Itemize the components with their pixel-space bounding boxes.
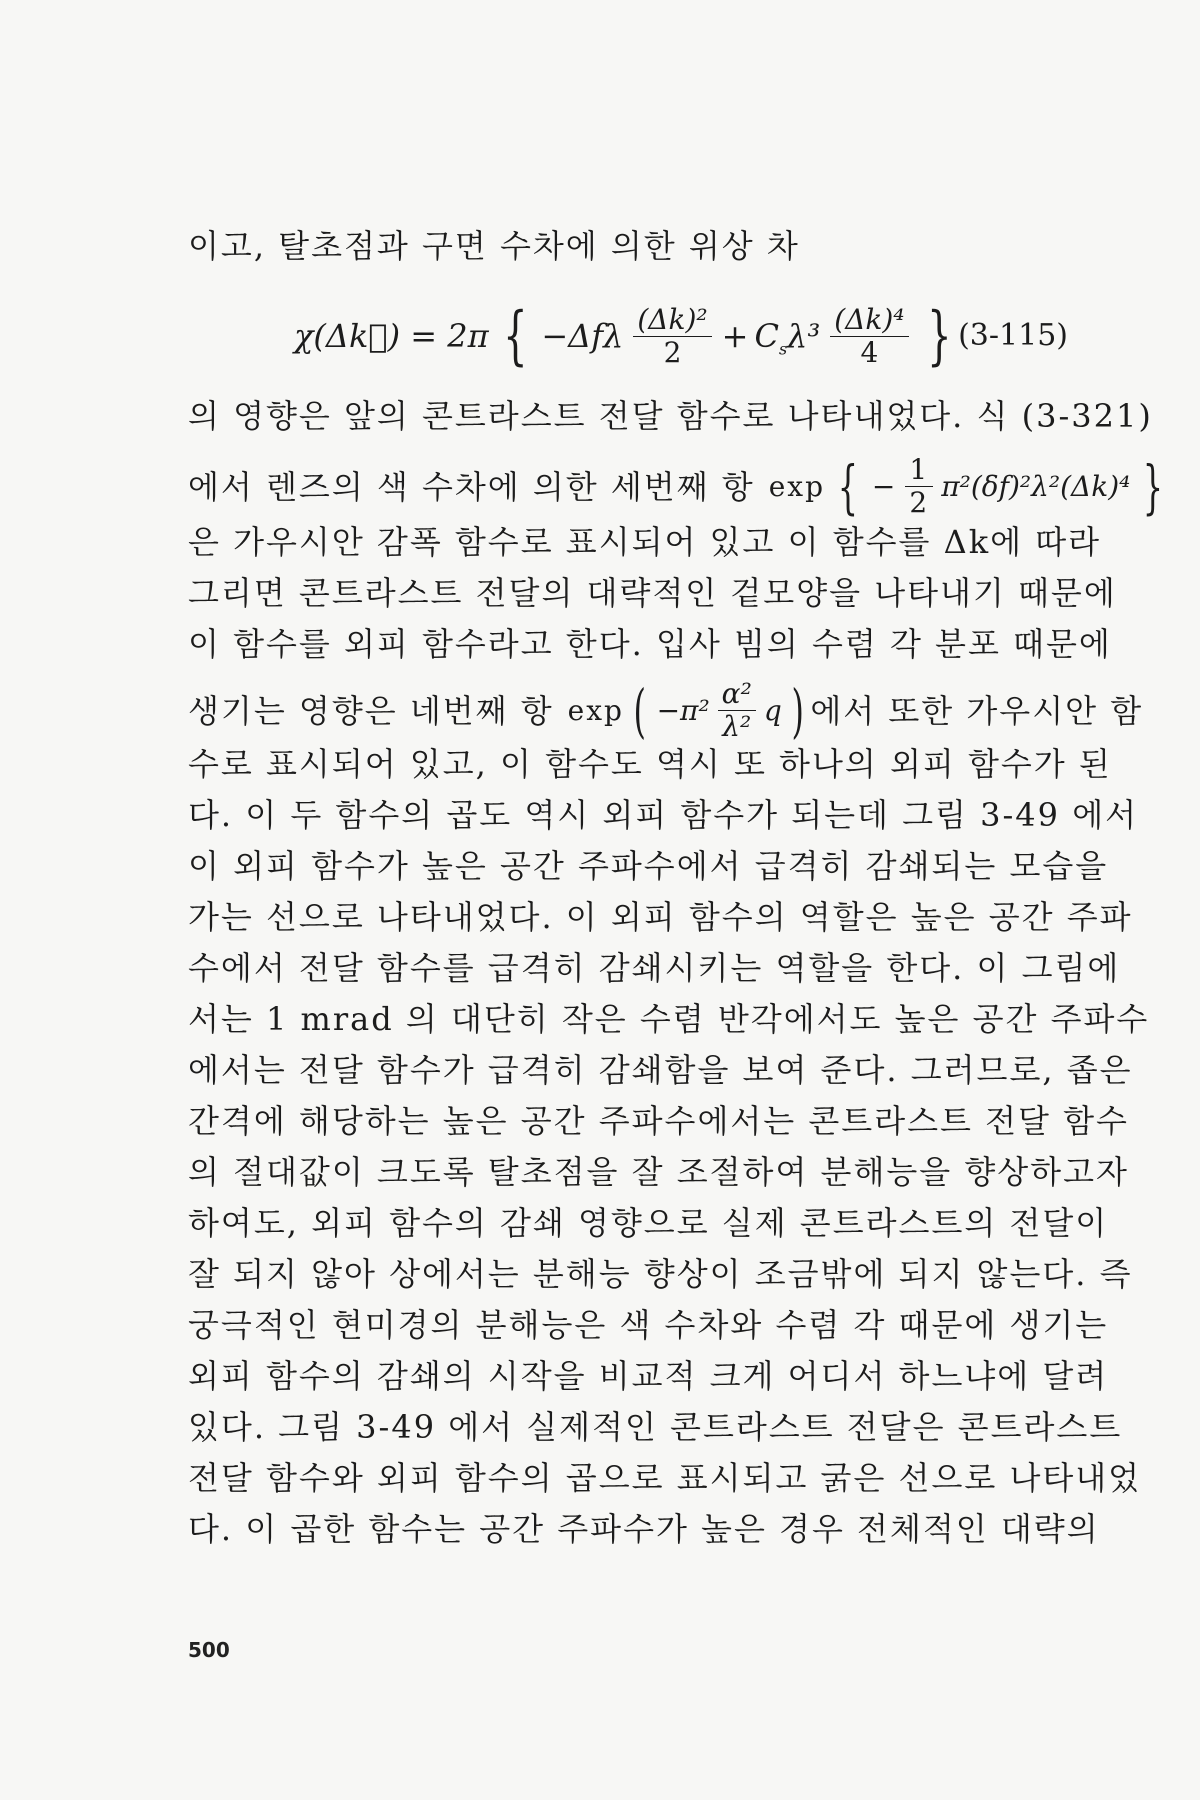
text-line-20: 외피 함수의 감쇄의 시작을 비교적 크게 어디서 하느냐에 달려 [188, 1357, 1109, 1395]
formula4-suffix: q [763, 693, 782, 727]
equation-term1-prefix: −Δfλ [541, 317, 624, 355]
formula3-numerator: 1 [905, 454, 933, 487]
equation-plus: + [721, 317, 749, 355]
text-line-13: 서는 1 mrad 의 대단히 작은 수렴 반각에서도 높은 공간 주파수 [188, 1000, 1150, 1038]
page-number: 500 [188, 1638, 230, 1662]
open-brace: { [502, 299, 528, 373]
text-line-3 [188, 454, 1173, 519]
text-line-14: 에서는 전달 함수가 급격히 감쇄함을 보여 준다. 그러므로, 좁은 [188, 1051, 1133, 1089]
formula4-numerator: α² [718, 678, 756, 711]
text-line-17: 하여도, 외피 함수의 감쇄 영향으로 실제 콘트라스트의 전달이 [188, 1204, 1109, 1242]
equation-number: (3-115) [958, 318, 1068, 353]
text-line-23: 다. 이 곱한 함수는 공간 주파수가 높은 경우 전체적인 대략의 [188, 1510, 1100, 1548]
text-line-22: 전달 함수와 외피 함수의 곱으로 표시되고 굵은 선으로 나타내었 [188, 1459, 1142, 1497]
formula3-denominator: 2 [909, 486, 930, 519]
formula3-body: π²(δf)²λ²(Δk)⁴ [941, 469, 1131, 503]
equation-body [294, 296, 959, 376]
text-line-10: 이 외피 함수가 높은 공간 주파수에서 급격히 감쇄되는 모습을 [188, 847, 1109, 885]
formula3-exp: exp [768, 469, 826, 503]
equation-term2-prefix: $C_s\lambda^3$ [754, 317, 821, 359]
text-line-5: 그리면 콘트라스트 전달의 대략적인 겉모양을 나타내기 때문에 [188, 574, 1117, 612]
formula4-close-paren: ) [791, 676, 805, 745]
formula3-close-brace: } [1143, 452, 1165, 521]
text-line-6: 이 함수를 외피 함수라고 한다. 입사 빔의 수렴 각 분포 때문에 [188, 625, 1112, 663]
formula4-open-paren: ( [633, 676, 648, 745]
text-line-4: 은 가우시안 감폭 함수로 표시되어 있고 이 함수를 Δk에 따라 [188, 523, 1102, 561]
formula-fourth-term [568, 678, 811, 743]
formula3-fraction [905, 454, 933, 519]
term1-numerator: (Δk)² [633, 304, 711, 337]
formula-third-term [769, 454, 1174, 519]
text-line-11: 가는 선으로 나타내었다. 이 외피 함수의 역할은 높은 공간 주파 [188, 898, 1133, 936]
formula4-exp: exp [567, 693, 624, 727]
formula4-denominator: λ² [722, 710, 752, 743]
text-line-7-tail: 에서 또한 가우시안 함 [810, 691, 1144, 730]
text-line-19: 궁극적인 현미경의 분해능은 색 수차와 수렴 각 때문에 생기는 [188, 1306, 1109, 1344]
formula3-open-brace: { [837, 452, 860, 521]
text-line-9: 다. 이 두 함수의 곱도 역시 외피 함수가 되는데 그림 3-49 에서 [188, 796, 1139, 834]
equation-3-115 [188, 296, 1068, 376]
equation-term2-fraction [830, 304, 908, 369]
formula4-fraction [718, 678, 756, 743]
term2-numerator: (Δk)⁴ [830, 304, 908, 337]
text-line-16: 의 절대값이 크도록 탈초점을 잘 조절하여 분해능을 향상하고자 [188, 1153, 1129, 1191]
close-brace: } [926, 299, 952, 373]
text-line-2: 의 영향은 앞의 콘트라스트 전달 함수로 나타내었다. 식 (3-321) [188, 397, 1153, 435]
formula4-prefix: −π² [656, 693, 710, 727]
term2-denominator: 4 [860, 335, 879, 369]
text-line-8: 수로 표시되어 있고, 이 함수도 역시 또 하나의 외피 함수가 된 [188, 745, 1112, 783]
term1-denominator: 2 [663, 335, 682, 369]
text-line-7-text: 생기는 영향은 네번째 항 [188, 691, 554, 730]
text-line-21: 있다. 그림 3-49 에서 실제적인 콘트라스트 전달은 콘트라스트 [188, 1408, 1123, 1446]
equation-lhs: χ(Δk⃗) = 2π [294, 317, 489, 355]
text-line-1: 이고, 탈초점과 구면 수차에 의한 위상 차 [188, 227, 800, 265]
text-line-15: 간격에 해당하는 높은 공간 주파수에서는 콘트라스트 전달 함수 [188, 1102, 1129, 1140]
text-line-18: 잘 되지 않아 상에서는 분해능 향상이 조금밖에 되지 않는다. 즉 [188, 1255, 1133, 1293]
text-line-3-text: 에서 렌즈의 색 수차에 의한 세번째 항 [188, 467, 755, 506]
text-line-12: 수에서 전달 함수를 급격히 감쇄시키는 역할을 한다. 이 그림에 [188, 949, 1121, 987]
text-line-7 [188, 678, 1143, 743]
formula3-minus: − [871, 469, 898, 503]
equation-term1-fraction [633, 304, 711, 369]
